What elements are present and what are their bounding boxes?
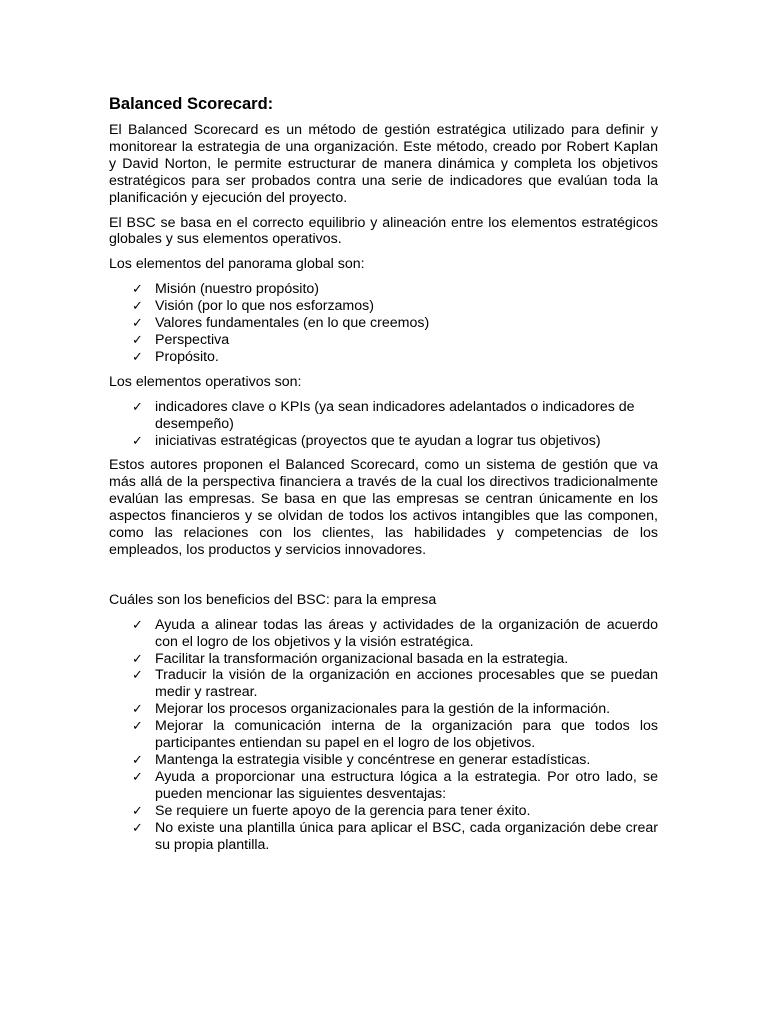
document-page	[109, 94, 658, 861]
section-spacer	[109, 567, 658, 592]
list-item	[109, 433, 658, 450]
list-item-text: Facilitar la transformación organizacional basada en la estrategia.	[155, 650, 569, 667]
operative-elements-list	[109, 399, 658, 450]
list-item	[109, 315, 658, 332]
list-item	[109, 667, 658, 701]
check-mark-icon: ✓	[132, 616, 143, 632]
check-mark-icon: ✓	[132, 650, 143, 666]
check-mark-icon: ✓	[132, 315, 143, 331]
list-item-text: Mantenga la estrategia visible y concéntrese en generar estadísticas.	[155, 752, 591, 768]
check-mark-icon: ✓	[132, 331, 143, 347]
list-item-text: Visión (por lo que nos esforzamos)	[155, 298, 374, 315]
list-item-text: Traducir la visión de la organización en acciones procesables que se puedan medir y rastrear.	[155, 667, 658, 701]
authors-paragraph: Estos autores proponen el Balanced Scorecard, como un sistema de gestión que va más allá de la perspectiva financiera a través de la cual los directivos tradicionalmente evalúan las empresas. Se basa en que las empresas se centran únicamente en los aspectos financieros y se olvidan de todos los activos intangibles que las componen, como las relaciones con los clientes, las habilidades y competencias de los empleados, los productos y servicios innovadores.	[109, 457, 658, 558]
check-mark-icon: ✓	[132, 768, 143, 784]
list-item	[109, 332, 658, 349]
list-item-text: Ayuda a proporcionar una estructura lógica a la estrategia. Por otro lado, se pueden mencionar las siguientes desventajas:	[155, 768, 658, 802]
list-item	[109, 651, 658, 668]
list-item-text: Ayuda a alinear todas las áreas y actividades de la organización de acuerdo con el logro de los objetivos y la visión estratégica.	[155, 616, 658, 650]
list-item-text: Mejorar los procesos organizacionales para la gestión de la información.	[155, 701, 611, 718]
check-mark-icon: ✓	[132, 819, 143, 835]
list-item-text: Misión (nuestro propósito)	[155, 281, 320, 298]
check-mark-icon: ✓	[132, 298, 143, 314]
check-mark-icon: ✓	[132, 701, 143, 717]
check-mark-icon: ✓	[132, 802, 143, 818]
intro-paragraph-1: El Balanced Scorecard es un método de gestión estratégica utilizado para definir y monitorear la estrategia de una organización. Este método, creado por Robert Kaplan y David Norton, le permite estructurar de manera dinámica y completa los objetivos estratégicos para ser probados contra una serie de indicadores que evalúan toda la planificación y ejecución del proyecto.	[109, 122, 658, 206]
check-mark-icon: ✓	[132, 281, 143, 297]
list-item	[109, 617, 658, 651]
check-mark-icon: ✓	[132, 398, 143, 414]
list-item-text: iniciativas estratégicas (proyectos que te ayudan a lograr tus objetivos)	[155, 432, 601, 449]
intro-paragraph-2: El BSC se basa en el correcto equilibrio y alineación entre los elementos estratégicos globales y sus elementos operativos.	[109, 214, 658, 248]
list-item	[109, 281, 658, 298]
check-mark-icon: ✓	[132, 752, 143, 767]
global-elements-heading: Los elementos del panorama global son:	[109, 256, 365, 273]
benefits-list	[109, 617, 658, 854]
list-item-text: No existe una plantilla única para aplicar el BSC, cada organización debe crear su propia plantilla.	[155, 819, 658, 853]
list-item-text: indicadores clave o KPIs (ya sean indicadores adelantados o indicadores de desempeño)	[155, 398, 635, 432]
check-mark-icon: ✓	[132, 718, 143, 734]
check-mark-icon: ✓	[132, 667, 143, 683]
list-item-text: Se requiere un fuerte apoyo de la gerencia para tener éxito.	[155, 802, 531, 819]
list-item-text: Perspectiva	[155, 331, 230, 348]
list-item	[109, 803, 658, 820]
list-item	[109, 701, 658, 718]
check-mark-icon: ✓	[132, 432, 143, 448]
check-mark-icon: ✓	[132, 348, 143, 364]
global-elements-list	[109, 281, 658, 366]
list-item	[109, 298, 658, 315]
list-item-text: Mejorar la comunicación interna de la organización para que todos los participantes entiendan su papel en el logro de los objetivos.	[155, 718, 658, 752]
operative-elements-heading: Los elementos operativos son:	[109, 373, 302, 390]
list-item-text: Valores fundamentales (en lo que creemos)	[155, 315, 430, 332]
list-item-text: Propósito.	[155, 348, 219, 365]
benefits-heading: Cuáles son los beneficios del BSC: para la empresa	[109, 591, 437, 608]
list-item	[109, 718, 658, 752]
list-item	[109, 769, 658, 803]
list-item	[109, 752, 658, 769]
list-item	[109, 820, 658, 854]
document-title: Balanced Scorecard:	[109, 95, 274, 113]
list-item	[109, 399, 658, 433]
list-item	[109, 349, 658, 366]
